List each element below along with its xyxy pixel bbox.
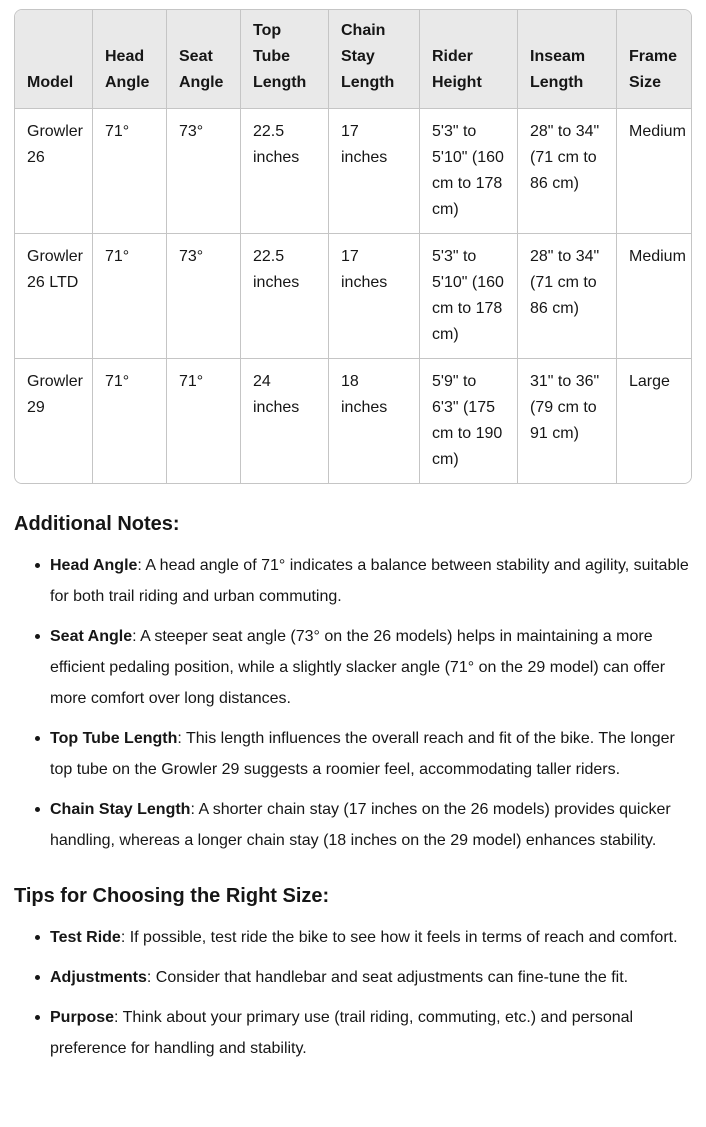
table-row [15,358,691,483]
list-item [14,723,692,785]
bike-geometry-table [15,10,691,483]
table-cell: 22.5 inches [241,108,329,233]
table-body [15,108,691,483]
table-cell: 73° [167,108,241,233]
list-item-text: : A shorter chain stay (17 inches on the 26 models) provides quicker handling, whereas a longer chain stay (18 inches on the 29 model) enhances stability. [50,801,671,849]
list-item-term: Purpose [50,1009,115,1026]
section-additional-notes [14,511,692,856]
list-item-term: Top Tube Length [50,730,178,747]
bullet-list [14,550,692,856]
table-cell: Growler 26 LTD [15,233,93,358]
table-cell: 28" to 34" (71 cm to 86 cm) [518,233,617,358]
spec-table [14,9,692,484]
table-cell: 18 inches [329,358,420,483]
table-cell: Medium [617,233,691,358]
table-cell: Large [617,358,691,483]
list-item [14,621,692,714]
column-header: Frame Size [617,10,691,108]
table-cell: 71° [93,233,167,358]
table-cell: 31" to 36" (79 cm to 91 cm) [518,358,617,483]
column-header: Top Tube Length [241,10,329,108]
list-item-text: : A head angle of 71° indicates a balance between stability and agility, suitable for both trail riding and urban commuting. [50,557,689,605]
table-cell: Growler 29 [15,358,93,483]
bullet-list [14,922,692,1064]
section-heading: Tips for Choosing the Right Size: [14,885,330,907]
table-cell: 17 inches [329,108,420,233]
table-cell: Growler 26 [15,108,93,233]
table-cell: Medium [617,108,691,233]
table-cell: 71° [93,358,167,483]
table-cell: 17 inches [329,233,420,358]
section-heading: Additional Notes: [14,513,180,535]
table-cell: 5'9" to 6'3" (175 cm to 190 cm) [420,358,518,483]
list-item [14,922,692,953]
list-item-term: Seat Angle [50,628,133,645]
list-item [14,962,692,993]
table-row [15,233,691,358]
column-header: Head Angle [93,10,167,108]
list-item [14,1002,692,1064]
list-item-term: Test Ride [50,929,121,946]
table-cell: 5'3" to 5'10" (160 cm to 178 cm) [420,233,518,358]
list-item-text: : If possible, test ride the bike to see how it feels in terms of reach and comfort. [120,929,678,946]
column-header: Rider Height [420,10,518,108]
table-cell: 28" to 34" (71 cm to 86 cm) [518,108,617,233]
column-header: Inseam Length [518,10,617,108]
table-cell: 73° [167,233,241,358]
list-item-text: : A steeper seat angle (73° on the 26 models) helps in maintaining a more efficient pedaling position, while a slightly slacker angle (71° on the 29 model) can offer more comfort over long distances. [50,628,666,707]
table-cell: 71° [167,358,241,483]
section-tips [14,883,692,1064]
column-header: Model [15,10,93,108]
header-row [15,10,691,108]
column-header: Seat Angle [167,10,241,108]
list-item-term: Adjustments [50,969,147,986]
list-item-text: : Consider that handlebar and seat adjustments can fine-tune the fit. [146,969,629,986]
list-item-text: : This length influences the overall reach and fit of the bike. The longer top tube on the Growler 29 suggests a roomier feel, accommodating taller riders. [50,730,675,778]
list-item-text: : Think about your primary use (trail riding, commuting, etc.) and personal preference for handling and stability. [50,1009,634,1057]
table-cell: 24 inches [241,358,329,483]
list-item [14,794,692,856]
table-cell: 5'3" to 5'10" (160 cm to 178 cm) [420,108,518,233]
table-cell: 22.5 inches [241,233,329,358]
table-cell: 71° [93,108,167,233]
list-item-term: Chain Stay Length [50,801,191,818]
table-row [15,108,691,233]
list-item [14,550,692,612]
column-header: Chain Stay Length [329,10,420,108]
list-item-term: Head Angle [50,557,138,574]
